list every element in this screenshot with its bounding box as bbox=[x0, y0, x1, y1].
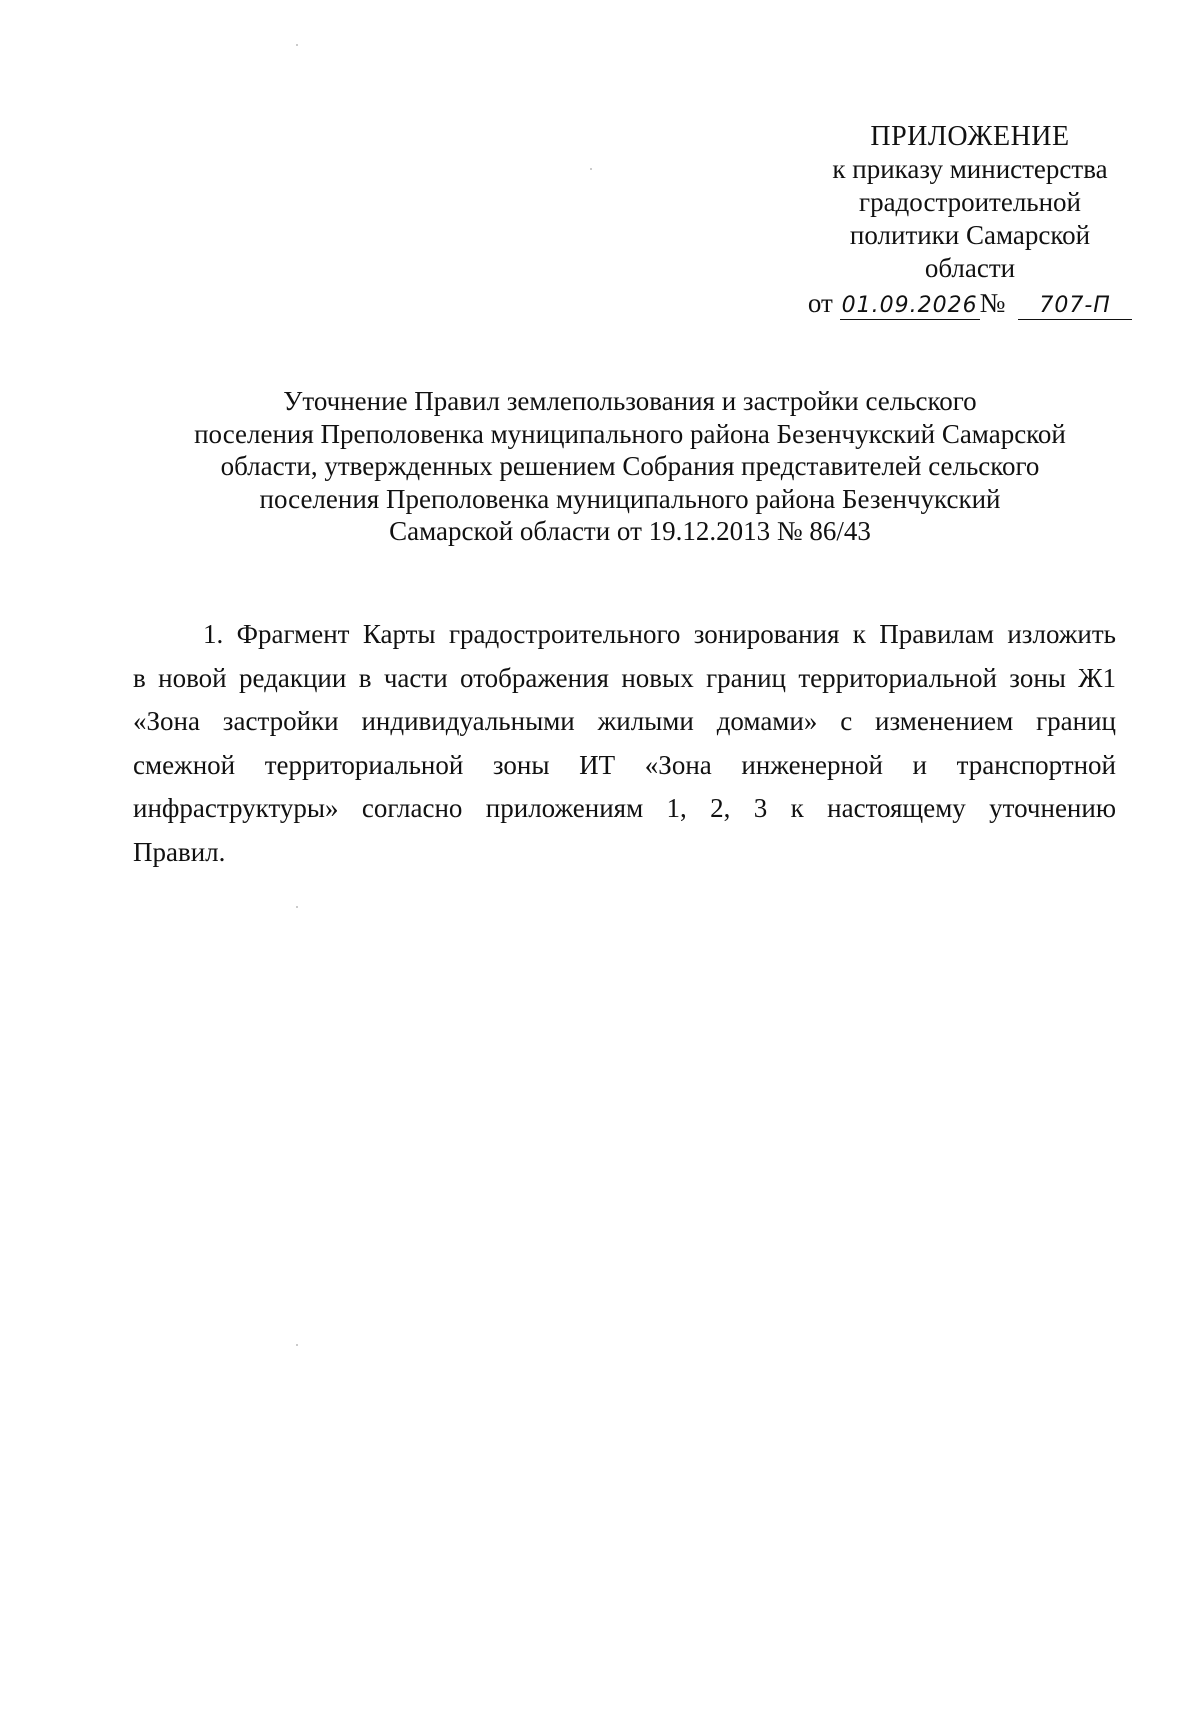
scan-speck bbox=[590, 168, 592, 170]
scan-speck bbox=[296, 44, 298, 46]
title-line: поселения Преполовенка муниципального района Безенчукский bbox=[259, 483, 1001, 514]
appendix-line: градостроительной bbox=[859, 187, 1081, 217]
body-paragraph bbox=[133, 613, 1116, 874]
handwritten-number: 707-П bbox=[1018, 293, 1132, 320]
appendix-line: к приказу министерства bbox=[832, 154, 1108, 184]
paragraph-line: смежной территориальной зоны ИТ «Зона инженерной и транспортной bbox=[133, 749, 1116, 780]
scan-speck bbox=[296, 906, 298, 908]
paragraph-line: Правил. bbox=[133, 836, 226, 867]
appendix-heading: ПРИЛОЖЕНИЕ bbox=[870, 121, 1070, 152]
handwritten-date: 01.09.2026 bbox=[841, 293, 978, 318]
document-title bbox=[150, 385, 1110, 548]
date-prefix: от bbox=[807, 288, 833, 318]
appendix-line: политики Самарской bbox=[849, 220, 1091, 250]
paragraph-line: в новой редакции в части отображения новых границ территориальной зоны Ж1 bbox=[133, 662, 1116, 693]
scan-speck bbox=[296, 1344, 298, 1346]
title-line: поселения Преполовенка муниципального района Безенчукский Самарской bbox=[194, 418, 1066, 449]
paragraph-line: инфраструктуры» согласно приложениям 1, 2, 3 к настоящему уточнению bbox=[133, 793, 1116, 823]
title-line: области, утвержденных решением Собрания представителей сельского bbox=[220, 451, 1040, 481]
paragraph-line: «Зона застройки индивидуальными жилыми домами» с изменением границ bbox=[133, 706, 1116, 736]
number-prefix: № bbox=[979, 288, 1006, 318]
order-date-number bbox=[780, 287, 1160, 320]
appendix-block bbox=[780, 120, 1160, 320]
title-line: Самарской области от 19.12.2013 № 86/43 bbox=[389, 516, 871, 546]
title-line: Уточнение Правил землепользования и застройки сельского bbox=[283, 386, 977, 416]
paragraph-line: 1. Фрагмент Карты градостроительного зонирования к Правилам изложить bbox=[203, 619, 1116, 649]
appendix-line: области bbox=[924, 253, 1016, 283]
